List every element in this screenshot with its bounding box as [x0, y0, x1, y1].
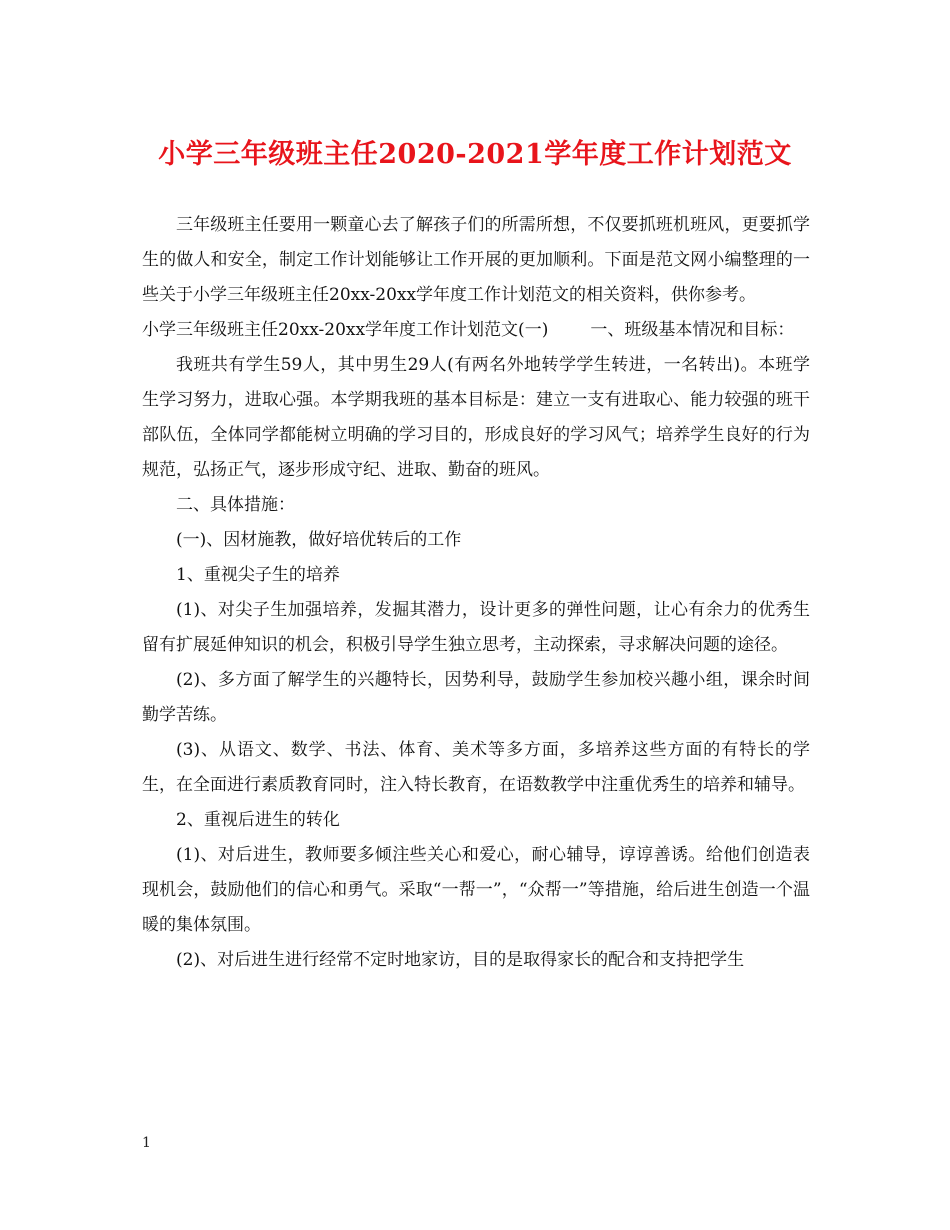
paragraph-intro: 三年级班主任要用一颗童心去了解孩子们的所需所想，不仅要抓班机班风，更要抓学生的做人和安全，制定工作计划能够让工作开展的更加顺利。下面是范文网小编整理的一些关于小学三年级班主任20xx-20xx学年度工作计划范文的相关资料，供你参考。 — [142, 215, 810, 305]
paragraph-subtitle-line — [142, 313, 810, 348]
document-title: 小学三年级班主任2020-2021学年度工作计划范文 — [158, 139, 792, 170]
list-item: (2)、多方面了解学生的兴趣特长，因势利导，鼓励学生参加校兴趣小组，课余时间勤学苦练。 — [142, 670, 810, 725]
paragraph-basic-info: 我班共有学生59人，其中男生29人(有两名外地转学学生转进，一名转出)。本班学生学习努力，进取心强。本学期我班的基本目标是：建立一支有进取心、能力较强的班干部队伍，全体同学都能树立明确的学习目的，形成良好的学习风气；培养学生良好的行为规范，弘扬正气，逐步形成守纪、进取、勤奋的班风。 — [142, 355, 810, 480]
list-item: (1)、对后进生，教师要多倾注些关心和爱心，耐心辅导，谆谆善诱。给他们创造表现机会，鼓励他们的信心和勇气。采取“一帮一”，“众帮一”等措施，给后进生创造一个温暖的集体氛围。 — [142, 845, 810, 935]
section-heading-basic: 一、班级基本情况和目标： — [590, 320, 795, 340]
list-item: (1)、对尖子生加强培养，发掘其潜力，设计更多的弹性问题，让心有余力的优秀生留有扩展延伸知识的机会，积极引导学生独立思考，主动探索，寻求解决问题的途径。 — [142, 600, 810, 655]
subsection-heading-1: (一)、因材施教，做好培优转后的工作 — [176, 530, 462, 550]
list-item: (3)、从语文、数学、书法、体育、美术等多方面，多培养这些方面的有特长的学生，在全面进行素质教育同时，注入特长教育，在语数教学中注重优秀生的培养和辅导。 — [142, 740, 810, 795]
subsection-heading-1-1: 1、重视尖子生的培养 — [176, 565, 340, 585]
plan-subtitle: 小学三年级班主任20xx-20xx学年度工作计划范文(一) — [142, 320, 549, 340]
subsection-heading-1-2: 2、重视后进生的转化 — [176, 810, 340, 830]
section-heading-measures: 二、具体措施： — [176, 495, 295, 515]
document-body — [142, 208, 810, 978]
page-number: 1 — [142, 1135, 151, 1151]
list-item: (2)、对后进生进行经常不定时地家访，目的是取得家长的配合和支持把学生 — [176, 950, 745, 970]
